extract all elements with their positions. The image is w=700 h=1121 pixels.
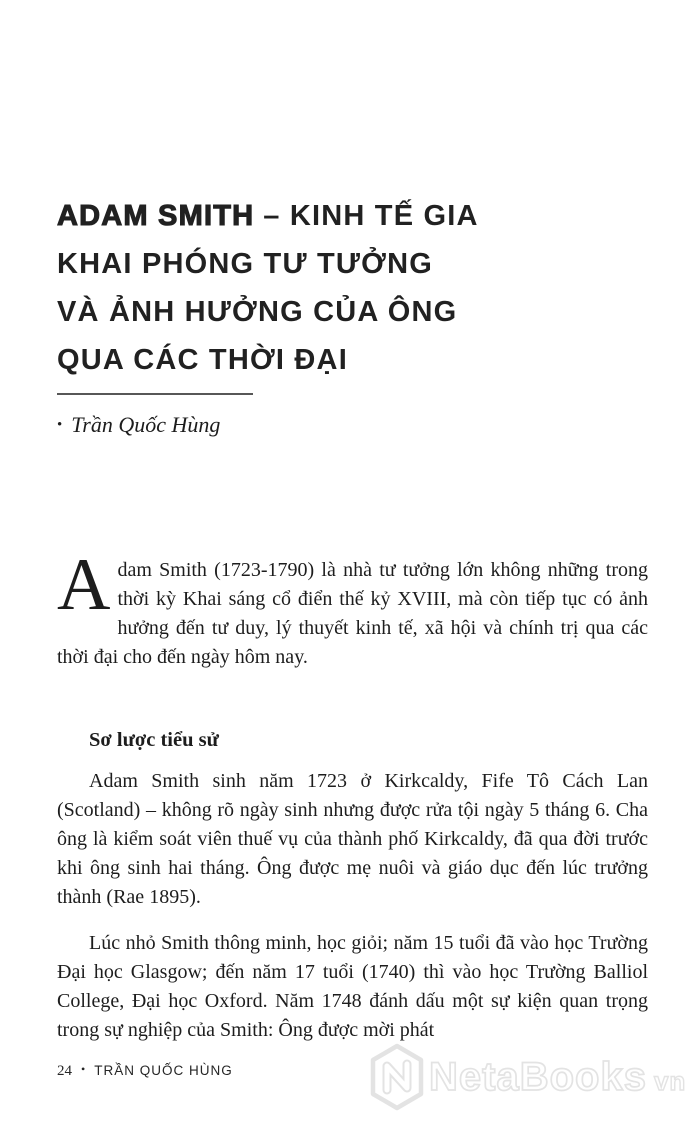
watermark-brand: NetaBooks: [429, 1055, 647, 1099]
page-footer: [57, 1062, 233, 1080]
title-author-name: ADAM SMITH: [57, 200, 255, 232]
title-line-1-rest: – KINH TẾ GIA: [263, 200, 479, 232]
lead-paragraph-text: dam Smith (1723-1790) là nhà tư tưởng lớn không những trong thời kỳ Khai sáng cổ điển thế kỷ XVIII, mà còn tiếp tục có ảnh hưởng đến tư duy, lý thuyết kinh tế, xã hội và chính trị qua các thời đại cho đến ngày hôm nay.: [57, 559, 648, 668]
title-line-2: KHAI PHÓNG TƯ TƯỞNG: [57, 248, 433, 280]
netabooks-watermark: [429, 1055, 686, 1100]
title-line-1: [57, 192, 657, 240]
title-line-3: VÀ ẢNH HƯỞNG CỦA ÔNG: [57, 296, 458, 328]
footer-separator-icon: •: [81, 1062, 86, 1076]
biography-paragraph-1: Adam Smith sinh năm 1723 ở Kirkcaldy, Fife Tô Cách Lan (Scotland) – không rõ ngày sinh nhưng được rửa tội ngày 5 tháng 6. Cha ông là kiểm soát viên thuế vụ của thành phố Kirkcaldy, đã qua đời trước khi ông sinh hai tháng. Ông được mẹ nuôi và giáo dục đến lúc trưởng thành (Rae 1895).: [57, 770, 648, 908]
article-title: [57, 192, 657, 384]
bullet-icon: •: [57, 417, 63, 433]
author-name: Trần Quốc Hùng: [71, 412, 221, 437]
drop-cap: A: [57, 544, 111, 626]
title-line-4: QUA CÁC THỜI ĐẠI: [57, 344, 348, 376]
author-line: [57, 410, 220, 440]
watermark-tld: vn: [653, 1066, 687, 1096]
section-heading: Sơ lược tiểu sử: [89, 729, 219, 751]
biography-paragraph-2: Lúc nhỏ Smith thông minh, học giỏi; năm 15 tuổi đã vào học Trường Đại học Glasgow; đến năm 17 tuổi (1740) thì vào học Trường Balliol College, Đại học Oxford. Năm 1748 đánh dấu một sự kiện quan trọng trong sự nghiệp của Smith: Ông được mời phát: [57, 932, 648, 1041]
title-divider: [57, 393, 253, 395]
lead-paragraph: [57, 544, 648, 672]
netabooks-hexagon-n-logo-icon: [370, 1043, 424, 1111]
page-number: 24: [57, 1063, 72, 1079]
running-head: TRẦN QUỐC HÙNG: [94, 1063, 233, 1078]
